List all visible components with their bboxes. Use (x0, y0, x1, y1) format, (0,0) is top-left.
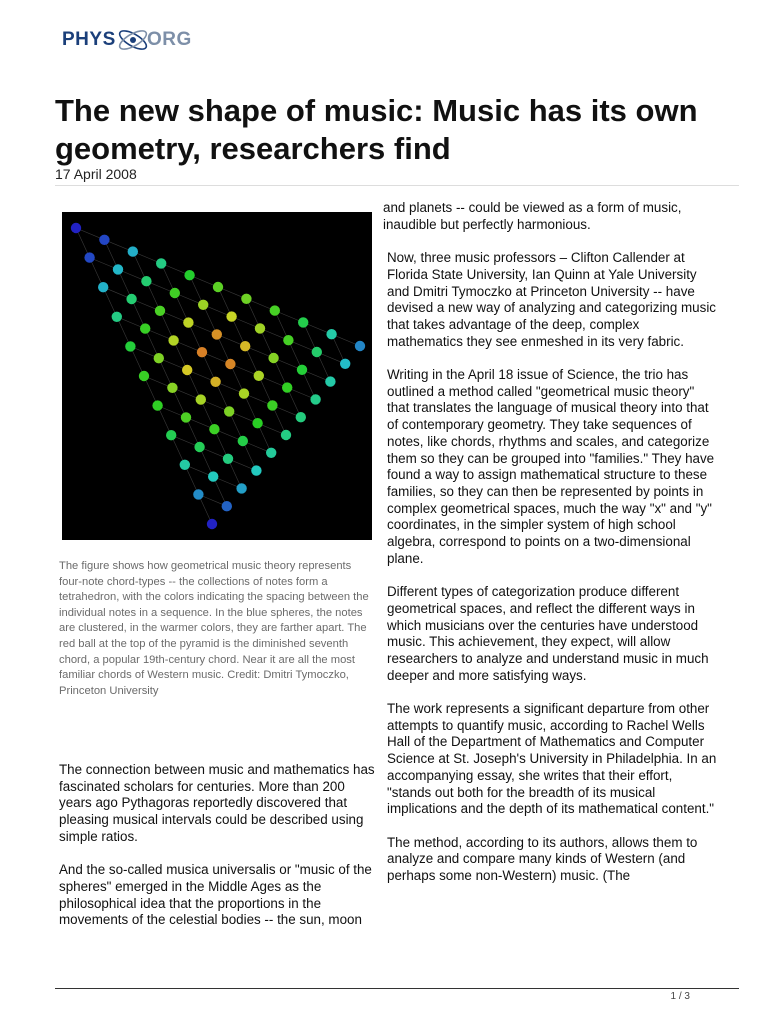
chord-sphere (224, 406, 234, 416)
chord-sphere (296, 412, 306, 422)
chord-sphere (125, 341, 135, 351)
chord-sphere (267, 400, 277, 410)
chord-sphere (182, 365, 192, 375)
tetrahedron-chord-image (62, 212, 372, 540)
paragraph: Now, three music professors – Clifton Callender at Florida State University, Ian Quinn at Yale University and Dmitri Tymoczko at Princeton University -- have devised a new way of analyzing and categorizing music that takes advantage of the deep, complex mathematics they see enmeshed in its very fabric. (387, 250, 716, 349)
chord-sphere (340, 359, 350, 369)
chord-sphere (222, 501, 232, 511)
chord-sphere (310, 394, 320, 404)
body-column-right (383, 200, 717, 901)
chord-sphere (223, 454, 233, 464)
chord-sphere (84, 252, 94, 262)
paragraph: And the so-called musica universalis or "music of the spheres" emerged in the Middle Ages as the philosophical idea that the proportions in the movements of the celestial bodies -- the sun, moon (59, 862, 372, 928)
chord-sphere (140, 323, 150, 333)
body-column-left (59, 762, 377, 946)
chord-sphere (239, 388, 249, 398)
paragraph: Different types of categorization produce different geometrical spaces, and reflect the different ways in which musicians over the centuries have understood music. This achievement, they expect, will allow researchers to analyze and understand music in much deeper and more satisfying ways. (387, 584, 709, 683)
chord-sphere (236, 483, 246, 493)
figure-caption: The figure shows how geometrical music theory represents four-note chord-types -- the collections of notes form a tetrahedron, with the colors indicating the spacing between the individual notes in a sequence. In the blue spheres, the notes are clustered, in the warmer colors, they are farther apart. The red ball at the top of the pyramid is the diminished seventh chord, a popular 19th-century chord. Near it are all the most familiar chords of Western music. Credit: Dmitri Tymoczko, Princeton University (59, 560, 369, 697)
chord-sphere (297, 365, 307, 375)
paragraph-continuation: and planets -- could be viewed as a form of music, inaudible but perfectly harmonious. (383, 200, 682, 232)
article-date: 17 April 2008 (55, 166, 137, 182)
paragraph: The work represents a significant departure from other attempts to quantify music, according to Rachel Wells Hall of the Department of Mathematics and Computer Science at St. Joseph's University in Philadelphia. In an accompanying essay, she writes that their effort, "stands out both for the breadth of its musical implications and the depth of its mathematical content." (387, 701, 717, 817)
chord-sphere (139, 371, 149, 381)
chord-sphere (298, 317, 308, 327)
chord-sphere (208, 471, 218, 481)
chord-sphere (193, 489, 203, 499)
chord-sphere (283, 335, 293, 345)
chord-sphere (281, 430, 291, 440)
chord-sphere (254, 371, 264, 381)
chord-sphere (141, 276, 151, 286)
chord-sphere (209, 424, 219, 434)
page-number: 1 / 3 (670, 991, 690, 1002)
chord-sphere (312, 347, 322, 357)
chord-sphere (213, 282, 223, 292)
chord-sphere (255, 323, 265, 333)
atom-icon (116, 23, 150, 57)
chord-sphere (241, 294, 251, 304)
chord-sphere (212, 329, 222, 339)
chord-sphere (270, 305, 280, 315)
chord-sphere (126, 294, 136, 304)
chord-sphere (326, 329, 336, 339)
chord-sphere (225, 359, 235, 369)
chord-sphere (282, 382, 292, 392)
chord-sphere (240, 341, 250, 351)
paragraph: The connection between music and mathematics has fascinated scholars for centuries. More than 200 years ago Pythagoras reportedly discovered that pleasing musical intervals could be described using simple ratios. (59, 762, 375, 844)
chord-sphere (152, 400, 162, 410)
chord-sphere (198, 300, 208, 310)
header-divider (55, 185, 739, 186)
chord-sphere (71, 223, 81, 233)
chord-sphere (99, 235, 109, 245)
chord-sphere (194, 442, 204, 452)
chord-sphere (184, 270, 194, 280)
chord-sphere (112, 312, 122, 322)
chord-sphere (355, 341, 365, 351)
chord-sphere (210, 377, 220, 387)
chord-sphere (98, 282, 108, 292)
chord-sphere (128, 246, 138, 256)
chord-sphere (154, 353, 164, 363)
chord-sphere (167, 383, 177, 393)
chord-sphere (168, 335, 178, 345)
chord-sphere (325, 376, 335, 386)
logo-org-text: ORG (147, 29, 192, 50)
chord-sphere (166, 430, 176, 440)
chord-sphere (197, 347, 207, 357)
chord-sphere (226, 311, 236, 321)
chord-sphere (196, 394, 206, 404)
chord-sphere (181, 412, 191, 422)
chord-sphere (180, 460, 190, 470)
chord-sphere (155, 306, 165, 316)
logo-phys-text: PHYS (62, 29, 116, 50)
article-figure (62, 212, 372, 540)
paragraph: The method, according to its authors, allows them to analyze and compare many kinds of Western (and perhaps some non-Western) music. (The (387, 834, 698, 884)
chord-sphere (252, 418, 262, 428)
physorg-logo[interactable] (62, 22, 212, 58)
chord-sphere (183, 317, 193, 327)
chord-sphere (156, 258, 166, 268)
chord-sphere (207, 519, 217, 529)
chord-sphere (238, 436, 248, 446)
chord-sphere (266, 448, 276, 458)
article-title: The new shape of music: Music has its own geometry, researchers find (55, 93, 698, 166)
footer-divider (55, 988, 739, 989)
chord-sphere (251, 465, 261, 475)
chord-sphere (268, 353, 278, 363)
chord-sphere (170, 288, 180, 298)
chord-sphere (113, 264, 123, 274)
paragraph: Writing in the April 18 issue of Science, the trio has outlined a method called "geometrical music theory" that translates the language of musical theory into that of contemporary geometry. They take sequences of notes, like chords, rhythms and scales, and categorize them so they can be grouped into "families." They have found a way to assign mathematical structure to these families, so they can then be represented by points in complex geometrical spaces, much the way "x" and "y" coordinates, in the simpler system of high school algebra, correspond to points on a two-dimensional plane. (387, 367, 715, 566)
